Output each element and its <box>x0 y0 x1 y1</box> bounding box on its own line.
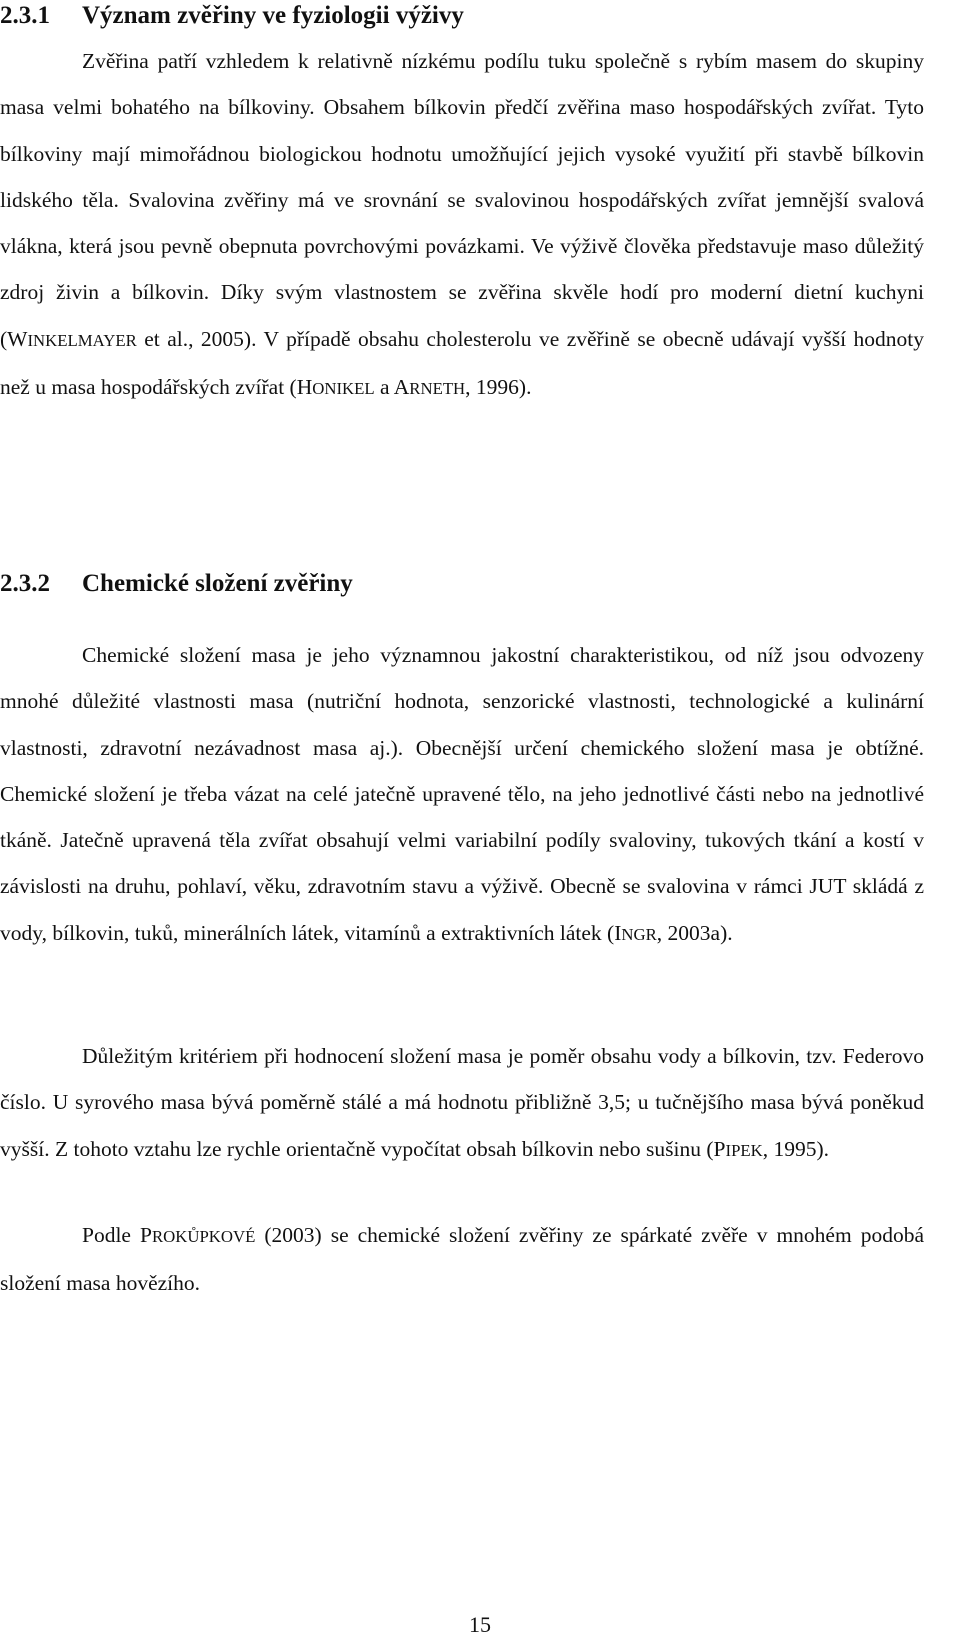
paragraph-text: A <box>393 375 410 400</box>
paragraph-text: (2003) se chemické složení zvěřiny ze spárkaté zvěře v mnohém podobá složení masa hovězího. <box>0 1223 925 1296</box>
paragraph-text: I <box>614 920 622 945</box>
paragraph-text: Důležitým kritériem při hodnocení složení masa je poměr obsahu vody a bílkovin, tzv. Federovo číslo. U syrového masa bývá poměrně stálé a má hodnotu přibližně 3,5; u tučnějšího masa bývá poněkud vyšší. Z tohoto vztahu lze rychle orientačně vypočítat obsah bílkovin nebo sušinu ( <box>0 1044 924 1161</box>
paragraph-text: Podle <box>82 1223 140 1247</box>
section-title: Chemické složení zvěřiny <box>82 570 353 597</box>
paragraph-text: , 2003a). <box>656 920 733 945</box>
paragraph-text: P <box>713 1136 726 1161</box>
paragraph-federov-number <box>0 1033 924 1174</box>
paragraph-text: , 1996). <box>465 375 532 400</box>
paragraph-text: Chemické složení masa je jeho významnou jakostní charakteristikou, od níž jsou odvozeny mnohé důležité vlastnosti masa (nutriční hodnota, senzorické vlastnosti, technologické a kulinární vlastnosti, zdravotní nezávadnost masa aj.). Obecnější určení chemického složení masa je obtížné. Chemické složení je třeba vázat na celé jatečně upravené tělo, na jeho jednotlivé části nebo na jednotlivé tkáně. Jatečně upravená těla zvířat obsahují velmi variabilní podíly svaloviny, tukových tkání a kostí v závislosti na druhu, pohlaví, věku, zdravotním stavu a výživě. Obecně se svalovina v rámci JUT skládá z vody, bílkovin, tuků, minerálních látek, vitamínů a extraktivních látek ( <box>0 643 924 945</box>
author-name-smallcaps: IPEK <box>725 1140 763 1160</box>
paragraph-text: a <box>374 375 394 400</box>
section-heading-2-3-1 <box>0 0 464 32</box>
paragraph-prokupkova <box>0 1212 924 1307</box>
section-number: 2.3.2 <box>0 570 50 597</box>
paragraph-text: W <box>7 326 28 351</box>
paragraph-chemical-composition <box>0 632 924 958</box>
section-heading-2-3-2 <box>0 568 353 600</box>
paragraph-text: , 1995). <box>762 1136 830 1161</box>
paragraph-text: et al., 2005). V případě obsahu cholesterolu ve zvěřině se obecně udávají vyšší hodnoty než u masa hospodářských zvířat ( <box>0 326 924 400</box>
author-name-smallcaps: RNETH <box>409 379 466 399</box>
page-number: 15 <box>469 1612 491 1637</box>
author-name-smallcaps: ROKŮPKOVÉ <box>151 1227 256 1246</box>
section-title: Význam zvěřiny ve fyziologii výživy <box>82 2 464 29</box>
section-number: 2.3.1 <box>0 2 50 29</box>
author-name-smallcaps: NGR <box>621 924 657 944</box>
paragraph-text: H <box>296 375 313 400</box>
paragraph-text: P <box>140 1223 152 1247</box>
paragraph-game-meat-nutrition <box>0 38 924 412</box>
paragraph-text: Zvěřina patří vzhledem k relativně nízkému podílu tuku společně s rybím masem do skupiny masa velmi bohatého na bílkoviny. Obsahem bílkovin předčí zvěřina maso hospodářských zvířat. Tyto bílkoviny mají mimořádnou biologickou hodnotu umožňující jejich vysoké využití při stavbě bílkovin lidského těla. Svalovina zvěřiny má ve srovnání se svalovinou hospodářských zvířat jemnější svalová vlákna, která jsou pevně obepnuta povrchovými povázkami. Ve výživě člověka představuje maso důležitý zdroj živin a bílkovin. Díky svým vlastnostem se zvěřina skvěle hodí pro moderní dietní kuchyni ( <box>0 49 924 351</box>
author-name-smallcaps: INKELMAYER <box>27 330 137 350</box>
author-name-smallcaps: ONIKEL <box>312 379 375 399</box>
